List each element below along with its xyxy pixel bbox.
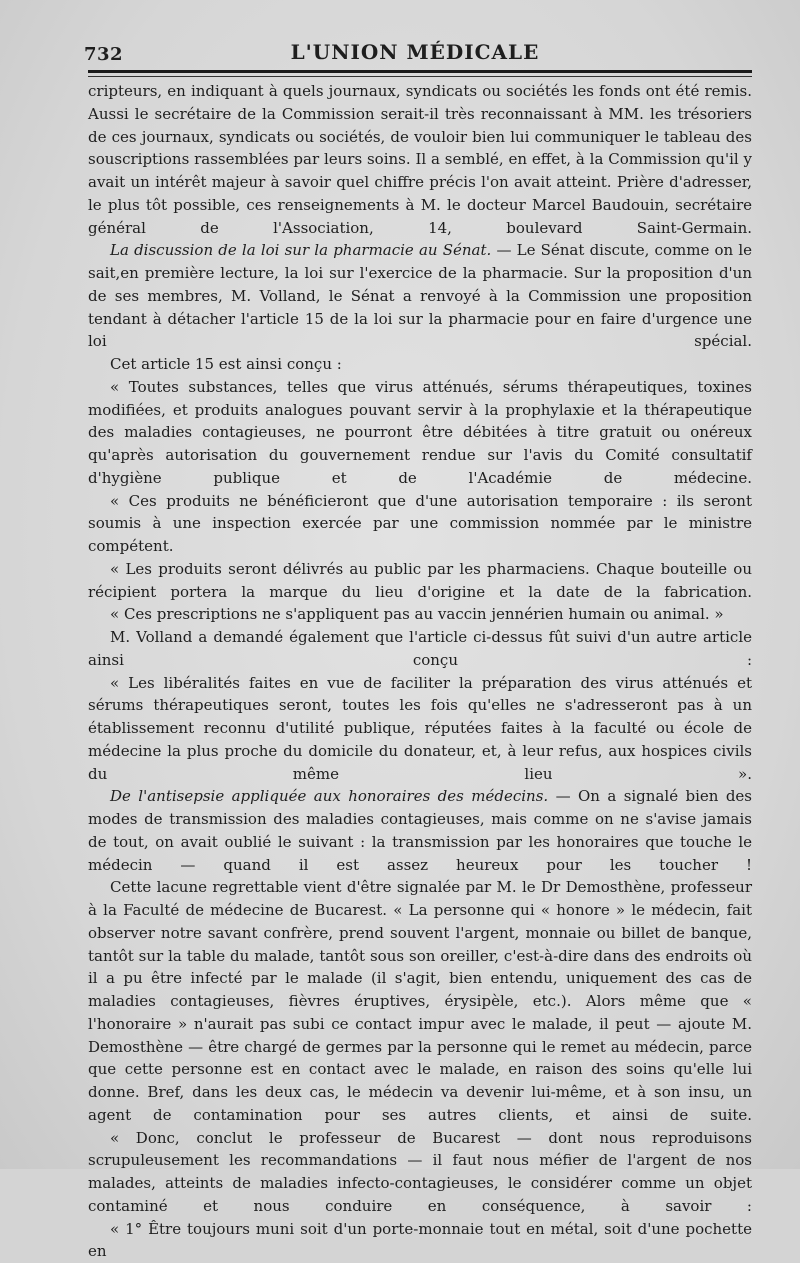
paragraph: « 1° Être toujours muni soit d'un porte-monnaie tout en métal, soit d'une pochette en: [88, 1218, 752, 1263]
paragraph: De l'antisepsie appliquée aux honoraires des médecins. — On a signalé bien des modes de transmission des maladies contagieuses, mais comme on ne s'avise jamais de tout, on avait oublié le suivant : la transmission par les honoraires que touche le médecin — quand il est assez heureux pour les toucher !: [88, 785, 752, 876]
header-rule-thin: [88, 76, 752, 77]
paragraph: « Ces produits ne bénéficieront que d'une autorisation temporaire : ils seront soumis à une inspection exercée par une commission nommée par le ministre compétent.: [88, 490, 752, 558]
section-heading: La discussion de la loi sur la pharmacie au Sénat.: [110, 241, 491, 259]
header-rule: [88, 70, 752, 73]
page-number: 732: [84, 44, 123, 65]
journal-title: L'UNION MÉDICALE: [80, 40, 750, 64]
paragraph: M. Volland a demandé également que l'article ci-dessus fût suivi d'un autre article ainsi conçu :: [88, 626, 752, 672]
paragraph: « Donc, conclut le professeur de Bucarest — dont nous reproduisons scrupuleusement les recommandations — il faut nous méfier de l'argent de nos malades, atteints de maladies infecto-contagieuses, le considérer comme un objet contaminé et nous conduire en conséquence, à savoir :: [88, 1127, 752, 1218]
paragraph: « Toutes substances, telles que virus atténués, sérums thérapeutiques, toxines modifiées, et produits analogues pouvant servir à la prophylaxie et la thérapeutique des maladies contagieuses, ne pourront être débitées à titre gratuit ou onéreux qu'après autorisation du gouvernement rendue sur l'avis du Comité consultatif d'hygiène publique et de l'Académie de médecine.: [88, 376, 752, 490]
paragraph: cripteurs, en indiquant à quels journaux, syndicats ou sociétés les fonds ont été remis. Aussi le secrétaire de la Commission serait-il très reconnaissant à MM. les trésoriers de ces journaux, syndicats ou sociétés, de vouloir bien lui communiquer le tableau des souscriptions rassemblées par leurs soins. Il a semblé, en effet, à la Commission qu'il y avait un intérêt majeur à savoir quel chiffre précis l'on avait atteint. Prière d'adresser, le plus tôt possible, ces renseignements à M. le docteur Marcel Baudouin, secrétaire général de l'Association, 14, boulevard Saint-Germain.: [88, 80, 752, 239]
page-header: [80, 40, 750, 68]
section-heading: De l'antisepsie appliquée aux honoraires des médecins.: [110, 787, 548, 805]
paragraph: « Les libéralités faites en vue de faciliter la préparation des virus atténués et sérums thérapeutiques seront, toutes les fois qu'elles ne s'adresseront pas à un établissement reconnu d'utilité publique, réputées faites à la faculté ou école de médecine la plus proche du domicile du donateur, et, à leur refus, aux hospices civils du même lieu ».: [88, 672, 752, 786]
paragraph: « Les produits seront délivrés au public par les pharmaciens. Chaque bouteille ou récipient portera la marque du lieu d'origine et la date de la fabrication.: [88, 558, 752, 604]
article-body: [88, 80, 752, 1263]
paragraph: Cette lacune regrettable vient d'être signalée par M. le Dr Demosthène, professeur à la Faculté de médecine de Bucarest. « La personne qui « honore » le médecin, fait observer notre savant confrère, prend souvent l'argent, monnaie ou billet de banque, tantôt sur la table du malade, tantôt sous son oreiller, c'est-à-dire dans des endroits où il a pu être infecté par le malade (il s'agit, bien entendu, uniquement des cas de maladies contagieuses, fièvres éruptives, érysipèle, etc.). Alors même que « l'honoraire » n'aurait pas subi ce contact impur avec le malade, il peut — ajoute M. Demosthène — être chargé de germes par la personne qui le remet au médecin, parce que cette personne est en contact avec le malade, en raison des soins qu'elle lui donne. Bref, dans les deux cas, le médecin va devenir lui-même, et à son insu, un agent de contamination pour ses autres clients, et ainsi de suite.: [88, 876, 752, 1126]
paragraph: Cet article 15 est ainsi conçu :: [88, 353, 752, 376]
paragraph: La discussion de la loi sur la pharmacie au Sénat. — Le Sénat discute, comme on le sait,en première lecture, la loi sur l'exercice de la pharmacie. Sur la proposition d'un de ses membres, M. Volland, le Sénat a renvoyé à la Commission une proposition tendant à détacher l'article 15 de la loi sur la pharmacie pour en faire d'urgence une loi spécial.: [88, 239, 752, 353]
paragraph: « Ces prescriptions ne s'appliquent pas au vaccin jennérien humain ou animal. »: [88, 603, 752, 626]
